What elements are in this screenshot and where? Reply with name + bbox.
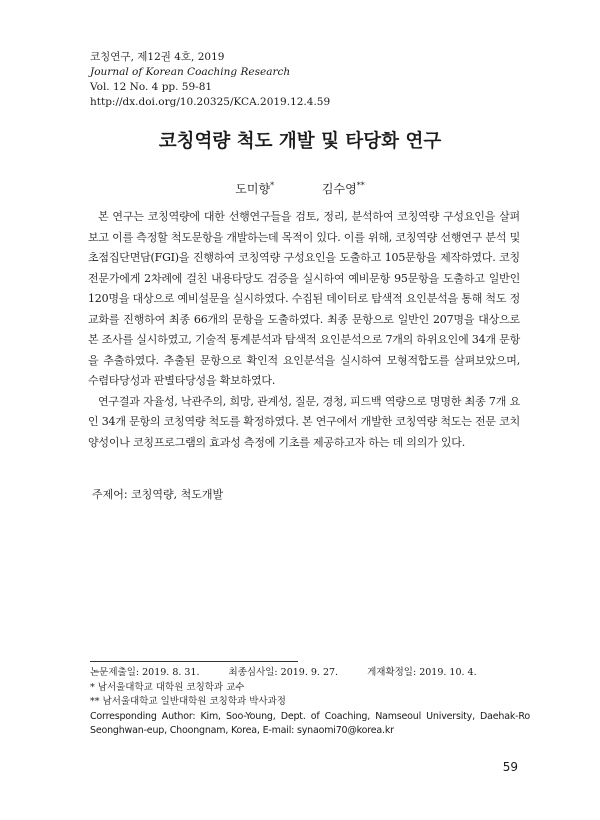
author-2-name: 김수영	[321, 182, 357, 196]
author-2-mark: **	[356, 181, 365, 190]
paper-title: 코칭역량 척도 개발 및 타당화 연구	[158, 131, 442, 152]
accepted-date: 게재확정일: 2019. 10. 4.	[367, 667, 477, 678]
author-2-affiliation: ** 남서울대학교 일반대학원 코칭학과 박사과정	[90, 696, 286, 707]
keywords-text: 코칭역량, 척도개발	[131, 488, 224, 501]
keywords	[92, 486, 223, 502]
footnotes	[90, 666, 530, 739]
issue-line: 코칭연구, 제12권 4호, 2019	[90, 51, 225, 63]
author-line	[0, 180, 600, 197]
journal-header	[90, 50, 330, 110]
abstract	[88, 207, 520, 453]
author-1-mark: *	[270, 181, 275, 190]
author-1-name: 도미향	[235, 182, 271, 196]
corresponding-author: Corresponding Author: Kim, Soo-Young, Dept. of Coaching, Namseoul University, Daehak-Ro Seonghwan-eup, Choongnam, Korea, E-mail: synaomi70@korea.kr	[90, 710, 530, 736]
author-1	[235, 180, 274, 197]
author-2	[322, 180, 365, 197]
reviewed-date: 최종심사일: 2019. 9. 27.	[228, 667, 339, 678]
author-1-affiliation: * 남서울대학교 대학원 코칭학과 교수	[90, 681, 245, 693]
footnote-divider	[90, 661, 298, 662]
volume-pages: Vol. 12 No. 4 pp. 59-81	[90, 81, 213, 93]
page-number: 59	[502, 760, 518, 774]
abstract-paragraph-2: 연구결과 자율성, 낙관주의, 희망, 관계성, 질문, 경청, 피드백 역량으로 명명한 최종 7개 요인 34개 문항의 코칭역량 척도를 확정하였다. 본 연구에서 개발한 코칭역량 척도는 전문 코치 양성이나 코칭프로그램의 효과성 측정에 기초를 제공하고자 하는 데 의의가 있다.	[88, 394, 520, 449]
received-date: 논문제출일: 2019. 8. 31.	[90, 667, 200, 678]
submission-dates	[90, 666, 530, 681]
journal-name: Journal of Korean Coaching Research	[90, 66, 291, 78]
keywords-label: 주제어:	[92, 488, 128, 501]
doi-link[interactable]: http://dx.doi.org/10.20325/KCA.2019.12.4.59	[90, 96, 331, 108]
abstract-paragraph-1: 본 연구는 코칭역량에 대한 선행연구들을 검토, 정리, 분석하여 코칭역량 구성요인을 살펴보고 이를 측정할 척도문항을 개발하는데 목적이 있다. 이를 위해, 코칭역량 선행연구 분석 및 초점집단면담(FGI)을 진행하여 코칭역량 구성요인을 도출하고 105문항을 제작하였다. 코칭전문가에게 2차례에 걸친 내용타당도 검증을 실시하여 예비문항 95문항을 도출하고 일반인 120명을 대상으로 예비설문을 실시하였다. 수집된 데이터로 탐색적 요인분석을 통해 척도 정교화를 진행하여 최종 66개의 문항을 도출하였다. 최종 문항으로 일반인 207명을 대상으로 본 조사를 실시하였고, 기술적 통계분석과 탐색적 요인분석으로 7개의 하위요인에 34개 문항을 추출하였다. 추출된 문항으로 확인적 요인분석을 실시하여 모형적합도를 살펴보았으며, 수렴타당성과 판별타당성을 확보하였다.	[88, 210, 520, 387]
